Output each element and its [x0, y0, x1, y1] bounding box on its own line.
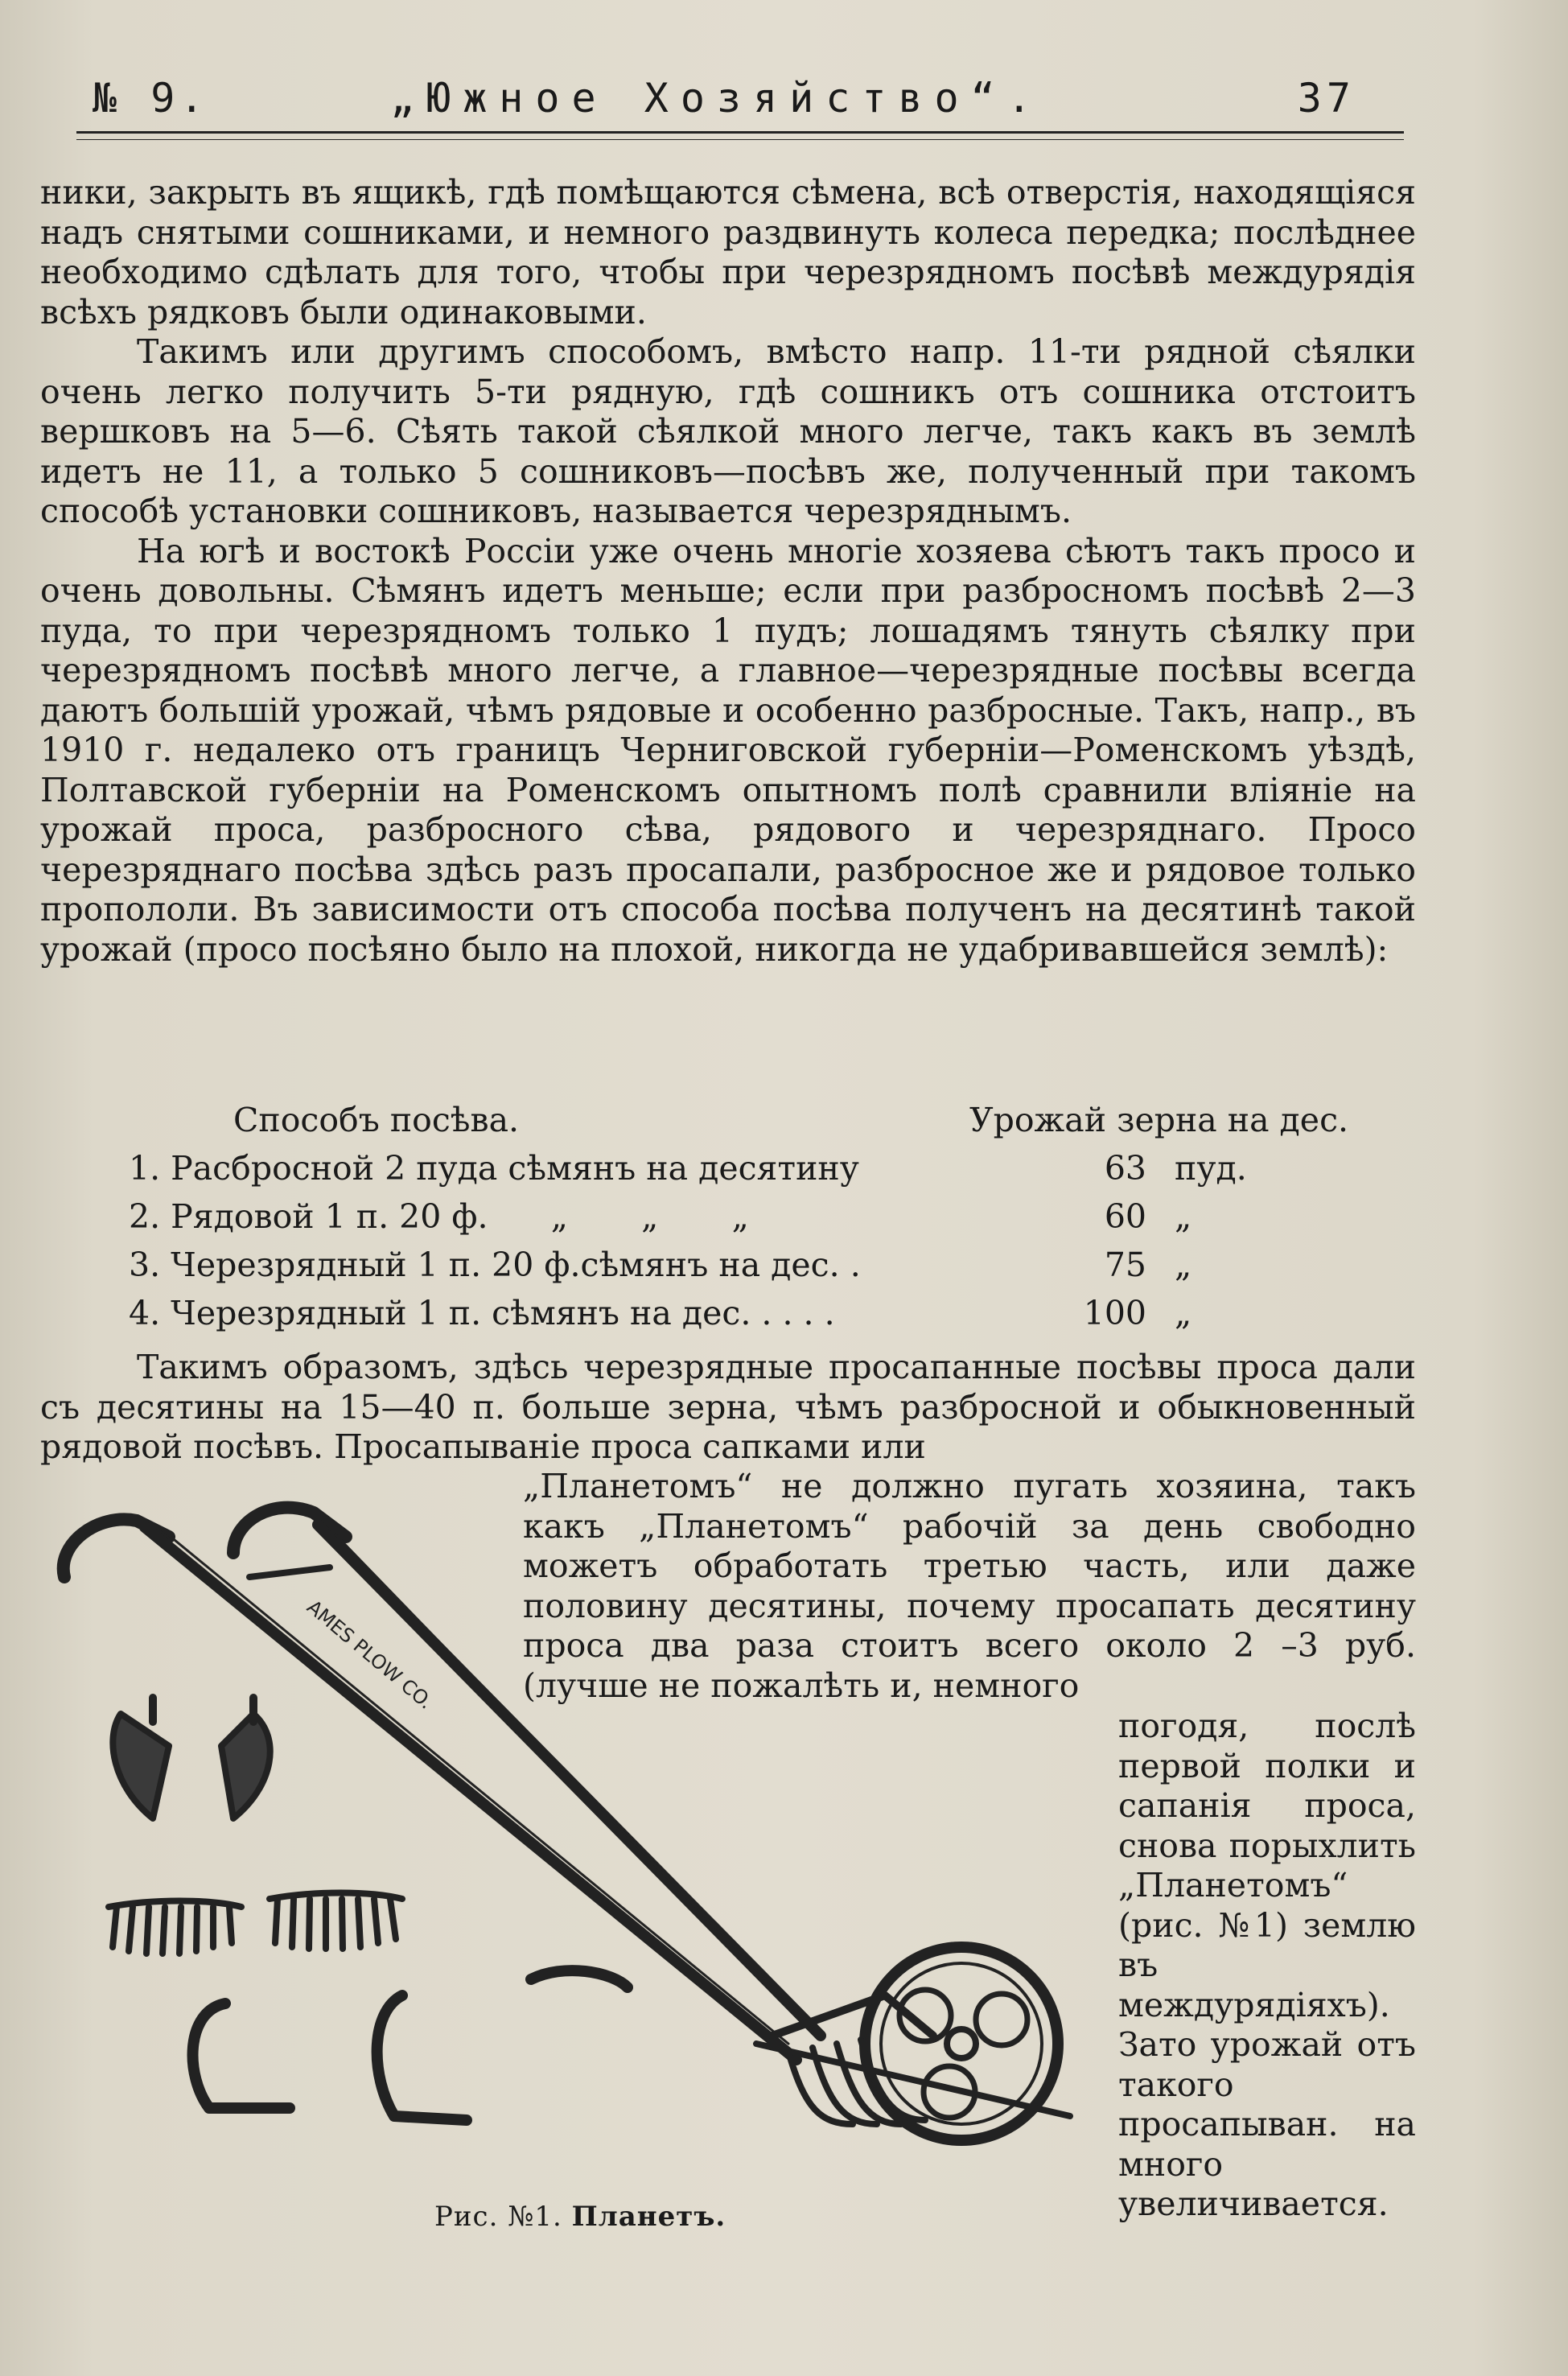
shovel-right — [221, 1714, 270, 1818]
table-row — [129, 1197, 1335, 1237]
header-rule-thin — [76, 139, 1404, 140]
journal-title: „Южное Хозяйство“. — [390, 75, 1043, 121]
figure-caption — [434, 2201, 726, 2233]
table-header-yield: Урожай зерна на дес. — [969, 1101, 1349, 1139]
paragraph-2: Такимъ или другимъ способомъ, вмѣсто напр. 11-ти рядной сѣялки очень легко получить 5-ти рядную, гдѣ сошникъ отъ сошника отстоитъ вершковъ на 5—6. Сѣять такой сѣялкой много легче, такъ какъ въ землѣ идетъ не 11, а только 5 сошниковъ—посѣвъ же, полученный при такомъ способѣ установки сошниковъ, называется черезряднымъ. — [40, 332, 1416, 530]
caption-title: Планетъ. — [571, 2201, 726, 2233]
row-value: 75 — [1104, 1246, 1146, 1284]
rake-right — [270, 1893, 402, 1900]
row-label: 3. Черезрядный 1 п. 20 ф.сѣмянъ на дес. . — [129, 1246, 861, 1284]
row-label: 4. Черезрядный 1 п. сѣмянъ на дес. . . . . — [129, 1294, 835, 1332]
paragraph-4-narrow: погодя, послѣ первой полки и сапанiя проса, снова порыхлить „Планетомъ“ (рис. №1) землю въ междурядiяхъ). Зато урожай отъ такого просапыван. на много увеличивается. — [1118, 1707, 1416, 2223]
row-label: 1. Расбросной 2 пуда сѣмянъ на десятину — [129, 1149, 859, 1188]
body-text — [40, 173, 1416, 970]
paragraph-4-full: Такимъ образомъ, здѣсь черезрядные просапанные посѣвы проса дали съ десятины на 15—40 п. больше зерна, чѣмъ разбросной и обыкновенный рядовой посѣвъ. Просапыванiе проса сапками или — [40, 1348, 1416, 1466]
page-number: 37 — [1297, 75, 1356, 121]
paragraph-4-narrow-column — [1118, 1707, 1416, 2225]
link-piece — [531, 1970, 628, 1987]
row-value: 60 — [1104, 1197, 1146, 1236]
table-row — [129, 1294, 1335, 1334]
row-unit: пуд. — [1175, 1149, 1247, 1188]
row-unit: „ — [1175, 1294, 1192, 1332]
rake-left — [109, 1901, 241, 1908]
shovel-left — [113, 1714, 169, 1818]
table-row — [129, 1246, 1335, 1286]
paragraph-1: ники, закрыть въ ящикѣ, гдѣ помѣщаются сѣмена, всѣ отверстія, находящiяся надъ снятыми сошниками, и немного раздвинуть колеса передка; послѣднее необходимо сдѣлать для того, чтобы при черезрядномъ посѣвѣ междурядія всѣхъ рядковъ были одинаковыми. — [40, 173, 1416, 331]
row-unit: „ — [1175, 1197, 1192, 1236]
table-row — [129, 1149, 1335, 1189]
table-header-method: Способъ посѣва. — [233, 1101, 520, 1139]
paragraph-4 — [40, 1348, 1416, 1468]
header-rule-thick — [76, 131, 1404, 134]
row-label: 2. Рядовой 1 п. 20 ф. „ „ „ — [129, 1197, 749, 1236]
page-header — [76, 68, 1404, 141]
engraved-brand: AMES PLOW CO. — [302, 1596, 438, 1714]
row-value: 100 — [1083, 1294, 1146, 1332]
hoe-right — [377, 1995, 467, 2120]
caption-prefix: Рис. №1. — [434, 2201, 562, 2233]
paragraph-3: На югѣ и востокѣ Россiи уже очень многiе хозяева сѣютъ такъ просо и очень довольны. Сѣмянъ идетъ меньше; если при разбросномъ посѣвѣ 2—3 пуда, то при черезрядномъ только 1 пудъ; лошадямъ тянуть сѣялку при черезрядномъ посѣвѣ много легче, а главное—черезрядные посѣвы всегда даютъ большiй урожай, чѣмъ рядовые и особенно разбросные. Такъ, напр., въ 1910 г. недалеко отъ границъ Черниговской губернiи—Роменскомъ уѣздѣ, Полтавской губернiи на Роменскомъ опытномъ полѣ сравнили влiянiе на урожай проса, разбросного сѣва, рядового и черезряднаго. Просо черезряднаго посѣва здѣсь разъ просапали, разбросное же и рядовое только пропололи. Въ зависимости отъ способа посѣва полученъ на десятинѣ такой урожай (просо посѣяно было на плохой, никогда не удабривавшейся землѣ): — [40, 531, 1416, 969]
paragraph-4-right: „Планетомъ“ не должно пугать хозяина, такъ какъ „Планетомъ“ рабочiй за день свободно можетъ обработать третью часть, или даже половину десятины, почему просапать десятину проса два раза стоитъ всего около 2 –3 руб. (лучше не пожалѣть и, немного — [523, 1467, 1416, 1705]
row-value: 63 — [1104, 1149, 1146, 1188]
row-unit: „ — [1175, 1246, 1192, 1284]
issue-number: № 9. — [93, 75, 209, 121]
hoe-left — [193, 2003, 290, 2108]
planet-cultivator-illustration — [48, 1480, 1126, 2189]
